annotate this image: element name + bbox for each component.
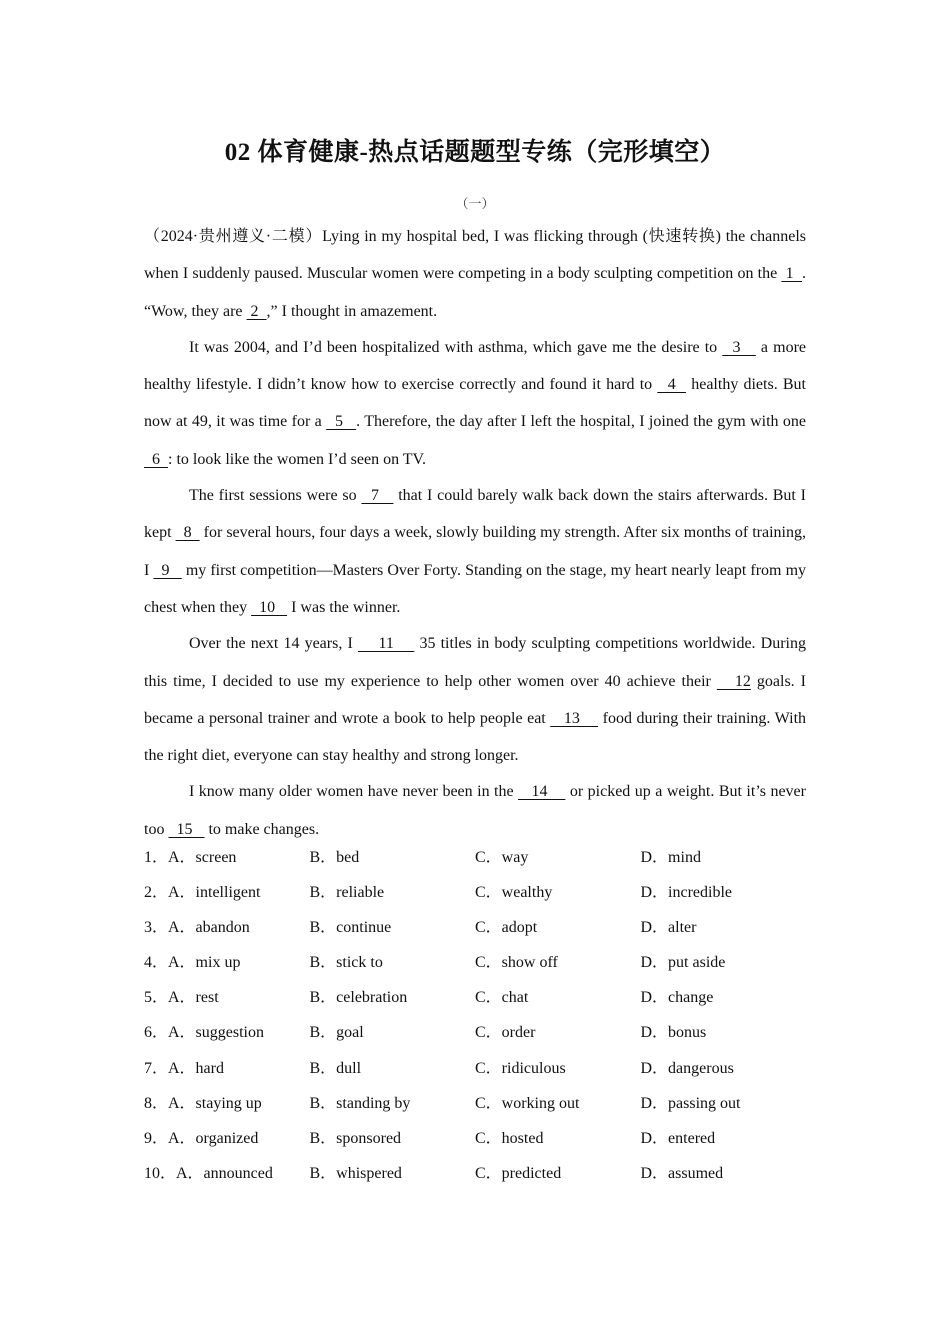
option-c: C．chat xyxy=(475,989,529,1007)
option-b: B．standing by xyxy=(309,1094,411,1112)
option-b: B．sponsored xyxy=(309,1129,402,1147)
passage-text: goals. I became a personal trainer and wrote a book to help people eat xyxy=(144,672,807,727)
answer-blank: 4 xyxy=(657,376,687,394)
option-row xyxy=(144,840,806,875)
passage-text: （2024·贵州遵义·二模）Lying in my hospital bed, I was flicking through (快速转换) the channels when I suddenly paused. Muscular women were competing in a body sculpting competition on the xyxy=(144,228,806,283)
answer-blank: 15 xyxy=(168,820,205,838)
option-d: D．alter xyxy=(640,919,697,937)
option-d: D．change xyxy=(640,989,714,1007)
passage-paragraph xyxy=(144,218,806,330)
option-c: C．predicted xyxy=(475,1164,562,1182)
option-a: 10．A．announced xyxy=(144,1164,273,1182)
option-a: 8．A．staying up xyxy=(144,1094,262,1112)
option-a: 2．A．intelligent xyxy=(144,884,261,902)
option-b: B．goal xyxy=(309,1024,364,1042)
answer-blank: 3 xyxy=(722,338,756,356)
passage-text: a more healthy lifestyle. I didn’t know how to exercise correctly and found it hard to xyxy=(144,338,806,394)
option-row xyxy=(144,945,806,980)
option-row xyxy=(144,1121,806,1156)
option-d: D．entered xyxy=(640,1129,716,1147)
answer-blank: 10 xyxy=(251,598,288,616)
passage-text: ,” I thought in amazement. xyxy=(266,302,438,320)
option-a: 5．A．rest xyxy=(144,989,219,1007)
passage-text: or picked up a weight. But it’s never too xyxy=(144,783,806,838)
passage-text: The first sessions were so xyxy=(189,487,362,505)
passage-text: I know many older women have never been in the xyxy=(189,783,519,801)
answer-blank: 5 xyxy=(326,413,357,431)
option-c: C．show off xyxy=(475,954,558,972)
option-c: C．adopt xyxy=(475,919,538,937)
option-d: D．incredible xyxy=(640,884,733,902)
answer-blank: 14 xyxy=(518,783,566,801)
option-a: 7．A．hard xyxy=(144,1059,224,1077)
cloze-passage xyxy=(144,218,806,848)
passage-text: : to look like the women I’d seen on TV. xyxy=(168,450,427,468)
answer-blank: 12 xyxy=(716,672,751,690)
passage-paragraph xyxy=(144,625,806,774)
answer-options xyxy=(144,840,806,1191)
option-a: 3．A．abandon xyxy=(144,919,250,937)
answer-blank: 2 xyxy=(246,302,267,320)
page-title: 02 体育健康-热点话题题型专练（完形填空） xyxy=(224,139,726,166)
option-c: C．hosted xyxy=(475,1129,544,1147)
option-a: 1．A．screen xyxy=(144,849,237,866)
option-b: B．dull xyxy=(309,1059,362,1077)
passage-text: It was 2004, and I’d been hospitalized with asthma, which gave me the desire to xyxy=(189,338,723,356)
option-b: B．reliable xyxy=(309,884,385,902)
passage-text: 35 titles in body sculpting competitions worldwide. During this time, I decided to use my experience to help other women over 40 achieve their xyxy=(144,635,807,690)
option-b: B．continue xyxy=(309,919,392,937)
option-row xyxy=(144,980,806,1015)
option-row xyxy=(144,1086,806,1121)
option-d: D．dangerous xyxy=(640,1059,734,1077)
option-c: C．working out xyxy=(475,1094,580,1112)
answer-blank: 1 xyxy=(781,265,803,283)
passage-text: to make changes. xyxy=(204,820,320,838)
passage-text: . Therefore, the day after I left the hospital, I joined the gym with one xyxy=(356,413,807,431)
option-d: D．passing out xyxy=(640,1094,741,1112)
option-a: 4．A．mix up xyxy=(144,954,241,972)
option-c: C．wealthy xyxy=(475,884,553,902)
passage-text: . “Wow, they are xyxy=(144,265,807,320)
option-c: C．order xyxy=(475,1024,536,1042)
passage-text: Over the next 14 years, I xyxy=(189,635,358,653)
passage-paragraph xyxy=(144,477,806,626)
option-b: B．celebration xyxy=(309,989,408,1007)
option-c: C．ridiculous xyxy=(475,1059,566,1077)
answer-blank: 8 xyxy=(175,524,200,542)
option-row xyxy=(144,1015,806,1050)
option-d: D．bonus xyxy=(640,1024,707,1042)
option-b: B．whispered xyxy=(309,1164,402,1182)
option-row xyxy=(144,910,806,945)
option-a: 6．A．suggestion xyxy=(144,1024,265,1042)
answer-blank: 6 xyxy=(144,450,168,468)
passage-text: food during their training. With the right diet, everyone can stay healthy and strong longer. xyxy=(144,709,807,765)
option-d: D．mind xyxy=(640,849,701,866)
answer-blank: 11 xyxy=(357,635,415,653)
passage-text: healthy diets. But now at 49, it was time for a xyxy=(144,376,806,431)
section-number: （一） xyxy=(455,196,495,211)
option-row xyxy=(144,1051,806,1086)
option-b: B．bed xyxy=(309,849,360,866)
option-row xyxy=(144,875,806,910)
option-d: D．put aside xyxy=(640,954,726,972)
answer-blank: 13 xyxy=(550,709,599,727)
option-c: C．way xyxy=(475,849,529,866)
answer-blank: 9 xyxy=(153,561,182,579)
option-d: D．assumed xyxy=(640,1164,724,1182)
passage-text: for several hours, four days a week, slowly building my strength. After six months of training, I xyxy=(144,524,806,579)
passage-paragraph xyxy=(144,773,806,848)
passage-text: my first competition—Masters Over Forty. Standing on the stage, my heart nearly leapt from my chest when they xyxy=(144,561,807,616)
option-b: B．stick to xyxy=(309,954,383,972)
passage-text: I was the winner. xyxy=(287,598,401,616)
passage-paragraph xyxy=(144,329,806,478)
answer-blank: 7 xyxy=(361,487,394,505)
passage-text: that I could barely walk back down the stairs afterwards. But I kept xyxy=(144,487,807,542)
option-row xyxy=(144,1156,806,1191)
option-a: 9．A．organized xyxy=(144,1129,259,1147)
